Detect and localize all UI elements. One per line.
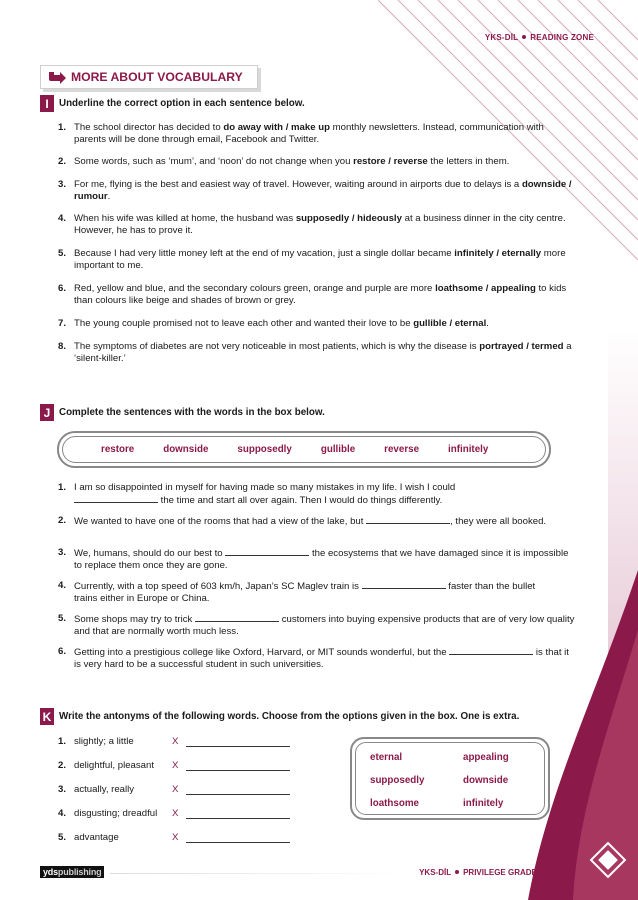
item-word: delightful, pleasant bbox=[74, 760, 155, 771]
word-option: supposedly bbox=[370, 775, 425, 786]
x-mark: X bbox=[172, 808, 179, 819]
item-number: 2. bbox=[58, 156, 67, 167]
answer-blank[interactable] bbox=[186, 794, 290, 795]
word-option: appealing bbox=[463, 752, 509, 763]
list-item bbox=[58, 213, 578, 237]
publisher-logo bbox=[40, 866, 104, 878]
item-text: We, humans, should do our best to bbox=[74, 548, 226, 559]
item-number: 3. bbox=[58, 179, 67, 190]
answer-blank[interactable] bbox=[186, 842, 290, 843]
item-text: a ‘silent-killer.’ bbox=[74, 341, 572, 364]
item-text: Because I had very little money left at the end of my vacation, just a single dollar became bbox=[74, 248, 455, 259]
option-pair[interactable]: do away with / make up bbox=[223, 122, 330, 133]
answer-blank[interactable] bbox=[195, 613, 279, 622]
item-word: slightly; a little bbox=[74, 736, 134, 747]
item-text: , they were all booked. bbox=[450, 516, 547, 527]
word-option: downside bbox=[163, 444, 209, 455]
option-pair[interactable]: loathsome / appealing bbox=[435, 283, 536, 294]
item-text: Some shops may try to trick bbox=[74, 614, 196, 625]
item-text: The young couple promised not to leave each other and wanted their love to be bbox=[74, 318, 414, 329]
section-instruction: Write the antonyms of the following words. Choose from the options given in the box. One is extra. bbox=[59, 711, 520, 722]
answer-blank[interactable] bbox=[362, 580, 446, 589]
option-pair[interactable]: infinitely / eternally bbox=[454, 248, 542, 259]
footer-left: YKS-DİL bbox=[419, 868, 452, 877]
item-text: When his wife was killed at home, the husband was bbox=[74, 213, 296, 224]
section-k-header bbox=[40, 708, 519, 725]
item-number: 3. bbox=[58, 784, 67, 795]
item-number: 8. bbox=[58, 341, 67, 352]
option-pair[interactable]: restore / reverse bbox=[353, 156, 428, 167]
item-word: actually, really bbox=[74, 784, 135, 795]
option-pair[interactable]: portrayed / termed bbox=[479, 341, 564, 352]
list-item bbox=[58, 283, 578, 307]
footer-right: PRIVILEGE GRADE 12 bbox=[463, 868, 548, 877]
item-number: 5. bbox=[58, 613, 67, 624]
item-text: faster than the bullet trains either in Europe or China. bbox=[74, 581, 536, 604]
word-option: supposedly bbox=[237, 444, 292, 455]
list-item bbox=[58, 248, 578, 272]
word-option: reverse bbox=[384, 444, 420, 455]
item-number: 6. bbox=[58, 646, 67, 657]
item-text: the time and start all over again. Then I would do things differently. bbox=[158, 495, 443, 506]
x-mark: X bbox=[172, 760, 179, 771]
section-letter: I bbox=[40, 95, 54, 112]
option-pair[interactable]: gullible / eternal bbox=[413, 318, 487, 329]
item-text: is that it is very hard to be a successful student in such universities. bbox=[74, 647, 569, 670]
diamond-icon bbox=[588, 840, 628, 880]
item-number: 7. bbox=[58, 318, 67, 329]
item-number: 1. bbox=[58, 482, 67, 493]
item-text: Getting into a prestigious college like Oxford, Harvard, or MIT sounds wonderful, but the bbox=[74, 647, 450, 658]
list-item bbox=[58, 613, 578, 638]
word-box bbox=[57, 431, 551, 468]
list-item bbox=[58, 580, 558, 605]
logo-part: yds bbox=[43, 867, 58, 877]
list-item bbox=[58, 122, 578, 146]
list-item bbox=[58, 515, 578, 528]
page-title: MORE ABOUT VOCABULARY bbox=[71, 70, 243, 84]
item-number: 1. bbox=[58, 122, 67, 133]
item-number: 1. bbox=[58, 736, 67, 747]
item-number: 6. bbox=[58, 283, 67, 294]
answer-blank[interactable] bbox=[186, 818, 290, 819]
item-text: the letters in them. bbox=[427, 156, 510, 167]
item-number: 4. bbox=[58, 808, 67, 819]
item-text: . bbox=[486, 318, 489, 329]
item-word: disgusting; dreadful bbox=[74, 808, 158, 819]
section-letter: J bbox=[40, 404, 54, 421]
list-item bbox=[58, 646, 578, 671]
section-instruction: Complete the sentences with the words in the box below. bbox=[59, 407, 325, 418]
list-item bbox=[58, 482, 558, 507]
item-text: the ecosystems that we have damaged since it is impossible to replace them once they are gone. bbox=[74, 548, 569, 571]
logo-part: publishing bbox=[57, 867, 102, 877]
x-mark: X bbox=[172, 832, 179, 843]
word-option: gullible bbox=[320, 444, 356, 455]
x-mark: X bbox=[172, 736, 179, 747]
list-item bbox=[58, 341, 578, 365]
list-item bbox=[58, 318, 578, 330]
option-pair[interactable]: downside / rumour bbox=[74, 179, 572, 202]
item-text: Some words, such as ‘mum’, and ‘noon’ do not change when you bbox=[74, 156, 354, 167]
answer-blank[interactable] bbox=[186, 770, 290, 771]
option-pair[interactable]: supposedly / hideously bbox=[295, 213, 402, 224]
word-option: infinitely bbox=[463, 798, 504, 809]
item-number: 3. bbox=[58, 547, 67, 558]
item-word: advantage bbox=[74, 832, 119, 843]
footer-divider bbox=[110, 873, 410, 874]
list-item bbox=[58, 156, 578, 168]
item-text: The school director has decided to bbox=[74, 122, 224, 133]
item-number: 5. bbox=[58, 248, 67, 259]
item-number: 2. bbox=[58, 515, 67, 526]
item-text: customers into buying expensive products that are of very low quality and that are normally worth much less. bbox=[74, 614, 575, 637]
word-option: restore bbox=[101, 444, 135, 455]
answer-blank[interactable] bbox=[366, 515, 450, 524]
item-text: We wanted to have one of the rooms that had a view of the lake, but bbox=[74, 516, 367, 527]
item-text: . bbox=[107, 191, 111, 202]
item-text: I am so disappointed in myself for having made so many mistakes in my life. I wish I could bbox=[74, 482, 456, 493]
item-number: 2. bbox=[58, 760, 67, 771]
word-option: loathsome bbox=[370, 798, 419, 809]
list-item bbox=[58, 547, 578, 572]
header-right: READING ZONE bbox=[530, 33, 594, 42]
footer-tag bbox=[419, 868, 548, 877]
item-text: monthly newsletters. Instead, communication with parents will be done through email, Facebook and Twitter. bbox=[74, 122, 544, 145]
item-text: The symptoms of diabetes are not very noticeable in most patients, which is why the disease is bbox=[74, 341, 480, 352]
item-number: 5. bbox=[58, 832, 67, 843]
section-i-header bbox=[40, 95, 305, 112]
section-title-box bbox=[40, 65, 258, 89]
item-number: 4. bbox=[58, 213, 67, 224]
item-text: more important to me. bbox=[74, 248, 566, 271]
section-instruction: Underline the correct option in each sentence below. bbox=[59, 98, 305, 109]
item-text: to kids than colours like beige and shades of brown or grey. bbox=[74, 283, 567, 306]
word-option: infinitely bbox=[448, 444, 489, 455]
answer-blank[interactable] bbox=[186, 746, 290, 747]
section-letter: K bbox=[40, 708, 54, 725]
item-text: Currently, with a top speed of 603 km/h, Japan’s SC Maglev train is bbox=[74, 581, 362, 592]
header-tag bbox=[485, 33, 594, 42]
options-box bbox=[350, 737, 550, 820]
word-option: eternal bbox=[370, 752, 403, 763]
item-number: 4. bbox=[58, 580, 67, 591]
answer-blank[interactable] bbox=[225, 547, 309, 556]
item-text: For me, flying is the best and easiest way of travel. However, waiting around in airports due to delays is a bbox=[74, 179, 522, 190]
section-j-header bbox=[40, 404, 325, 421]
x-mark: X bbox=[172, 784, 179, 795]
answer-blank[interactable] bbox=[74, 494, 158, 503]
word-option: downside bbox=[463, 775, 509, 786]
item-text: at a business dinner in the city centre. However, he has to prove it. bbox=[74, 213, 566, 236]
curved-arrow-icon bbox=[47, 69, 67, 85]
list-item bbox=[58, 179, 578, 203]
item-text: Red, yellow and blue, and the secondary colours green, orange and purple are more bbox=[74, 283, 436, 294]
header-left: YKS-DİL bbox=[484, 33, 519, 42]
answer-blank[interactable] bbox=[449, 646, 533, 655]
